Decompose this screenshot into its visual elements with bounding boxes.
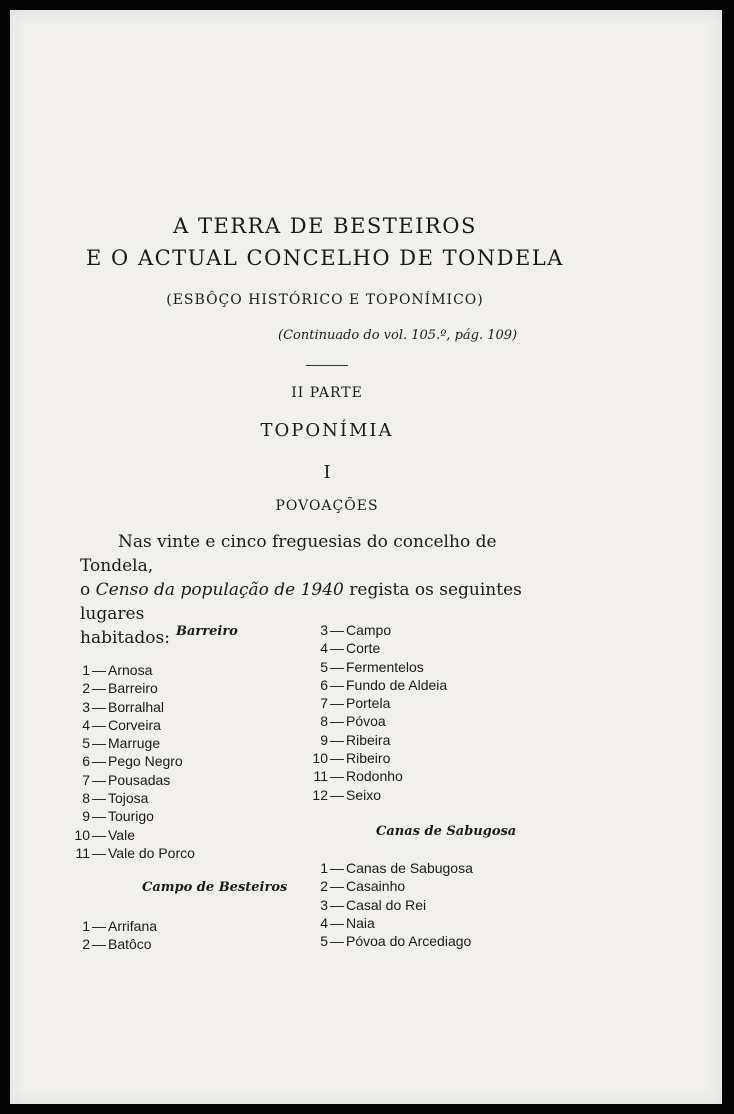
list-item [298, 712, 447, 730]
item-number: 1 [82, 662, 90, 678]
list-item [298, 786, 447, 804]
item-number: 4 [320, 640, 328, 657]
list-item [60, 935, 157, 953]
item-number: 4 [320, 914, 328, 931]
dash: — [92, 735, 106, 752]
dash: — [92, 698, 106, 715]
dash: — [330, 695, 344, 712]
dash: — [92, 790, 106, 807]
list-item [60, 826, 195, 844]
item-number: 6 [82, 753, 90, 770]
list-item [60, 698, 195, 716]
dash: — [330, 676, 344, 693]
intro-line-3: habitados: [80, 628, 170, 648]
list-item [298, 877, 473, 895]
item-number: 9 [320, 731, 328, 748]
place-name: Canas de Sabugosa [346, 860, 473, 876]
item-number: 7 [82, 771, 90, 788]
place-name: Campo [346, 622, 392, 638]
list-barreiro [60, 661, 195, 862]
place-name: Portela [346, 695, 391, 712]
title-line-1: A TERRA DE BESTEIROS [173, 214, 477, 238]
dash: — [330, 860, 344, 876]
item-number: 11 [75, 844, 90, 861]
list-item [60, 917, 157, 935]
list-item [298, 859, 473, 877]
dash: — [92, 808, 106, 825]
item-number: 10 [312, 750, 328, 767]
dash: — [330, 622, 344, 638]
list-campo-de-besteiros [60, 917, 157, 954]
place-name: Ribeira [346, 731, 391, 748]
document-page [10, 10, 722, 1104]
place-name: Vale [108, 826, 135, 843]
list-item [298, 639, 447, 657]
place-name: Marruge [108, 735, 161, 752]
dash: — [330, 640, 344, 657]
place-name: Ribeiro [346, 750, 391, 767]
item-number: 5 [320, 933, 328, 950]
item-number: 3 [82, 698, 90, 715]
list-item [298, 749, 447, 767]
place-name: Pousadas [108, 771, 171, 788]
list-item [60, 734, 195, 752]
dash: — [330, 896, 344, 913]
place-name: Póvoa do Arcediago [346, 933, 472, 950]
item-number: 1 [82, 918, 90, 934]
subtitle: (ESBÔÇO HISTÓRICO E TOPONÍMICO) [166, 292, 484, 308]
list-item [60, 789, 195, 807]
list-item [298, 621, 447, 639]
part-heading: TOPONÍMIA [260, 420, 394, 441]
list-item [60, 771, 195, 789]
item-number: 5 [320, 658, 328, 675]
section-heading-canas-de-sabugosa: Canas de Sabugosa [376, 824, 517, 839]
dash: — [92, 680, 106, 697]
list-item [60, 752, 195, 770]
dash: — [330, 914, 344, 931]
dash: — [92, 753, 106, 770]
list-item [298, 914, 473, 932]
place-name: Póvoa [346, 713, 386, 730]
list-canas-de-sabugosa [298, 859, 473, 950]
list-item [298, 731, 447, 749]
place-name: Tojosa [108, 790, 149, 807]
item-number: 3 [320, 622, 328, 638]
place-name: Corveira [108, 716, 161, 733]
item-number: 12 [312, 786, 328, 803]
list-item [298, 932, 473, 950]
list-item [60, 716, 195, 734]
item-number: 2 [82, 680, 90, 697]
intro-census-title: Censo da população de 1940 [95, 580, 344, 600]
list-item [298, 676, 447, 694]
dash: — [92, 771, 106, 788]
intro-line-1: Nas vinte e cinco freguesias do concelho de Tondela, [80, 532, 497, 576]
place-name: Rodonho [346, 768, 403, 785]
dash: — [92, 716, 106, 733]
place-name: Arnosa [108, 662, 153, 678]
list-item [60, 807, 195, 825]
list-item [60, 679, 195, 697]
dash: — [330, 713, 344, 730]
item-number: 3 [320, 896, 328, 913]
section-title: POVOAÇÕES [275, 498, 379, 514]
item-number: 1 [320, 860, 328, 876]
list-item [298, 767, 447, 785]
place-name: Fermentelos [346, 658, 424, 675]
list-item [298, 694, 447, 712]
dash: — [330, 933, 344, 950]
place-name: Casainho [346, 878, 406, 895]
place-name: Casal do Rei [346, 896, 427, 913]
dash: — [330, 786, 344, 803]
place-name: Pego Negro [108, 753, 183, 770]
section-number: I [323, 462, 331, 483]
item-number: 11 [313, 768, 328, 785]
place-name: Vale do Porco [108, 844, 195, 861]
intro-line-2-prefix: o [80, 580, 96, 600]
item-number: 2 [320, 878, 328, 895]
place-name: Fundo de Aldeia [346, 676, 448, 693]
dash: — [330, 750, 344, 767]
item-number: 10 [74, 826, 90, 843]
list-item [60, 844, 195, 862]
section-heading-campo-de-besteiros: Campo de Besteiros [142, 880, 288, 895]
item-number: 6 [320, 676, 328, 693]
item-number: 5 [82, 735, 90, 752]
part-label: II PARTE [291, 385, 363, 401]
list-item [298, 658, 447, 676]
item-number: 7 [320, 695, 328, 712]
dash: — [330, 768, 344, 785]
place-name: Corte [346, 640, 381, 657]
place-name: Barreiro [108, 680, 158, 697]
dash: — [330, 658, 344, 675]
divider-rule [306, 365, 348, 366]
item-number: 4 [82, 716, 90, 733]
dash: — [92, 844, 106, 861]
list-item [60, 661, 195, 679]
dash: — [92, 918, 106, 934]
dash: — [92, 662, 106, 678]
continuation-note: (Continuado do vol. 105.º, pág. 109) [278, 328, 518, 343]
dash: — [330, 731, 344, 748]
list-campo-de-besteiros-continued [298, 621, 447, 804]
list-item [298, 896, 473, 914]
place-name: Arrifana [108, 918, 158, 934]
item-number: 8 [320, 713, 328, 730]
place-name: Naia [346, 914, 375, 931]
section-heading-barreiro: Barreiro [176, 624, 238, 639]
item-number: 8 [82, 790, 90, 807]
item-number: 2 [82, 936, 90, 953]
place-name: Tourigo [108, 808, 154, 825]
dash: — [92, 936, 106, 953]
title-line-2: E O ACTUAL CONCELHO DE TONDELA [86, 246, 564, 270]
dash: — [330, 878, 344, 895]
item-number: 9 [82, 808, 90, 825]
intro-line-2-suffix: regista os seguintes lugares [80, 580, 522, 624]
dash: — [92, 826, 106, 843]
place-name: Seixo [346, 786, 382, 803]
place-name: Borralhal [108, 698, 165, 715]
place-name: Batôco [108, 936, 152, 953]
